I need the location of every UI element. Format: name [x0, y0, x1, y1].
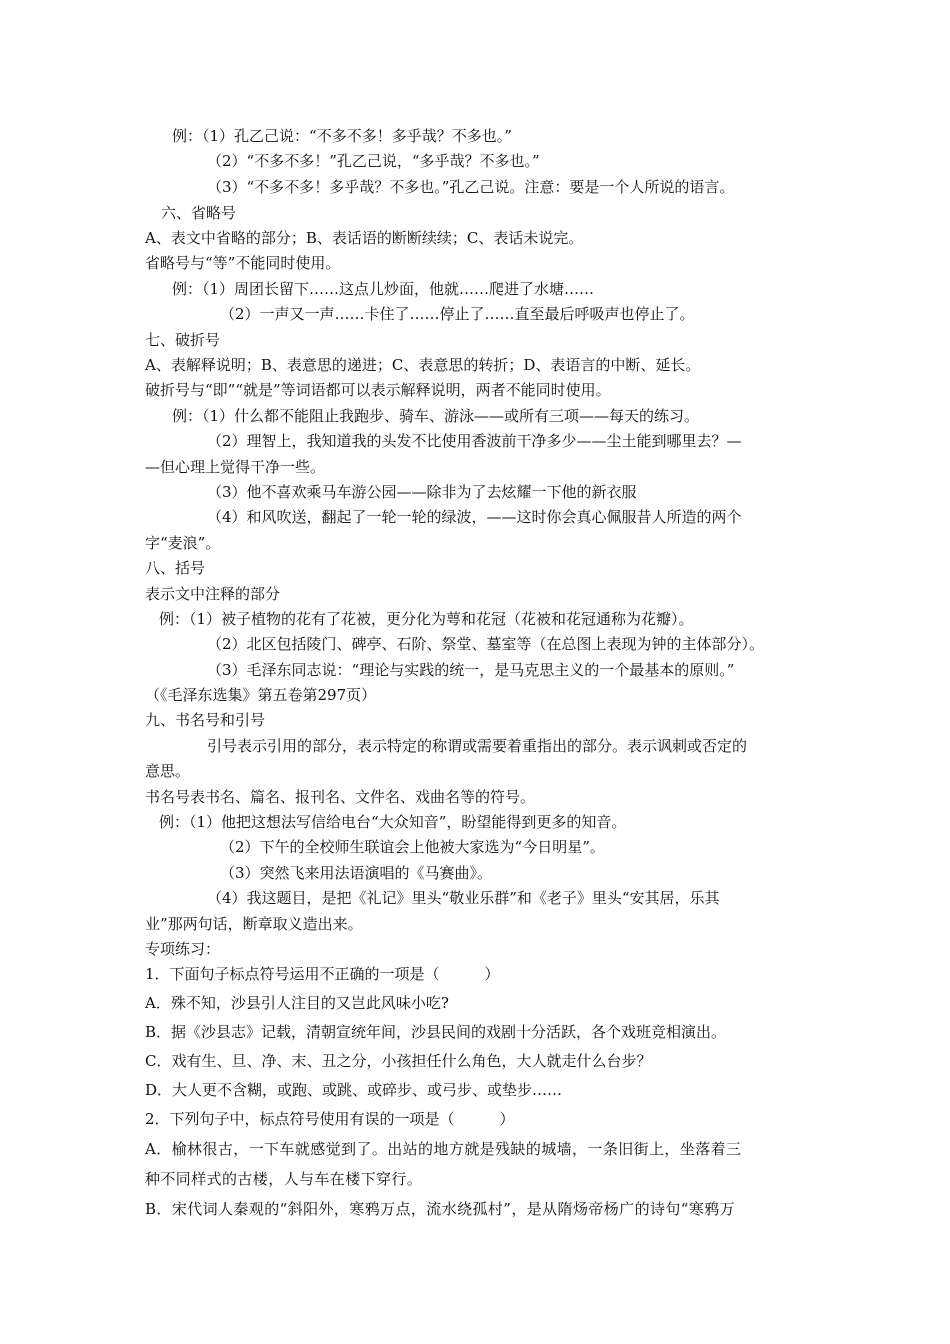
answer-option: A．殊不知，沙县引人注目的又岂此风味小吃? — [145, 994, 449, 1012]
answer-option: B．据《沙县志》记载，清朝宣统年间，沙县民间的戏剧十分活跃，各个戏班竞相演出。 — [145, 1023, 727, 1041]
text-line: 例：（1）周团长留下……这点儿炒面，他就……爬进了水塘…… — [172, 280, 595, 298]
answer-option: C．戏有生、旦、净、末、丑之分，小孩担任什么角色，大人就走什么台步？ — [145, 1052, 652, 1070]
answer-option: B．宋代词人秦观的“斜阳外，寒鸦万点，流水绕孤村”，是从隋炀帝杨广的诗句“寒鸦万 — [145, 1200, 736, 1218]
text-line: A、表解释说明；B、表意思的递进；C、表意思的转折；D、表语言的中断、延长。 — [145, 356, 701, 374]
text-line: （2）一声又一声……卡住了……停止了……直至最后呼吸声也停止了。 — [220, 305, 695, 323]
section-heading: 八、括号 — [145, 559, 206, 577]
text-line: （《毛泽东选集》第五卷第297页） — [145, 686, 377, 704]
question: 1．下面句子标点符号运用不正确的一项是（ ） — [145, 965, 500, 983]
section-heading: 九、书名号和引号 — [145, 711, 266, 729]
text-line: （2）理智上，我知道我的头发不比使用香波前干净多少——尘土能到哪里去？— — [207, 432, 742, 450]
text-line: 业”那两句话，断章取义造出来。 — [145, 915, 363, 933]
text-line: 例：（1）被子植物的花有了花被，更分化为萼和花冠（花被和花冠通称为花瓣）。 — [159, 610, 694, 628]
text-line: 例：（1）什么都不能阻止我跑步、骑车、游泳——或所有三项——每天的练习。 — [172, 407, 700, 425]
answer-option: D．大人更不含糊，或跑、或跳、或碎步、或弓步、或垫步…… — [145, 1081, 563, 1099]
text-line: （2）北区包括陵门、碑亭、石阶、祭堂、墓室等（在总图上表现为钟的主体部分）。 — [207, 635, 765, 653]
text-line: 意思。 — [145, 762, 191, 780]
text-line: 破折号与“即”“就是”等词语都可以表示解释说明，两者不能同时使用。 — [145, 381, 611, 399]
text-line: 书名号表书名、篇名、报刊名、文件名、戏曲名等的符号。 — [145, 788, 536, 806]
text-line: （2）下午的全校师生联谊会上他被大家选为“今日明星”。 — [220, 838, 605, 856]
text-line: （3）毛泽东同志说：“理论与实践的统一，是马克思主义的一个最基本的原则。” — [207, 661, 735, 679]
text-line: 省略号与“等”不能同时使用。 — [145, 254, 341, 272]
text-line: —但心理上觉得干净一些。 — [145, 458, 326, 476]
text-line: 表示文中注释的部分 — [145, 585, 281, 603]
text-line: （3）他不喜欢乘马车游公园——除非为了去炫耀一下他的新衣服 — [207, 483, 637, 501]
text-line: 例：（1）他把这想法写信给电台“大众知音”，盼望能得到更多的知音。 — [159, 813, 627, 831]
section-heading: 七、破折号 — [145, 331, 221, 349]
text-line: （2）“不多不多！”孔乙己说，“多乎哉？不多也。” — [207, 152, 540, 170]
text-line: 字“麦浪”。 — [145, 534, 221, 552]
text-line: （3）突然飞来用法语演唱的《马赛曲》。 — [220, 864, 493, 882]
text-line: 引号表示引用的部分，表示特定的称谓或需要着重指出的部分。表示讽刺或否定的 — [207, 737, 748, 755]
text-line: A、表文中省略的部分；B、表话语的断断续续；C、表话未说完。 — [145, 229, 584, 247]
answer-option: A．榆林很古，一下车就感觉到了。出站的地方就是残缺的城墙，一条旧街上，坐落着三 — [145, 1140, 742, 1158]
text-line: （4）我这题目，是把《礼记》里头“敬业乐群”和《老子》里头“安其居，乐其 — [207, 889, 720, 907]
section-heading: 专项练习： — [145, 940, 221, 958]
section-heading: 六、省略号 — [161, 204, 237, 222]
question: 2．下列句子中，标点符号使用有误的一项是（ ） — [145, 1110, 515, 1128]
text-line: （3）“不多不多！多乎哉？不多也。”孔乙己说。注意：要是一个人所说的语言。 — [207, 178, 735, 196]
text-line: （4）和风吹送，翻起了一轮一轮的绿波，——这时你会真心佩服昔人所造的两个 — [207, 508, 742, 526]
text-line: 例：（1）孔乙己说：“不多不多！多乎哉？不多也。” — [172, 127, 512, 145]
answer-option: 种不同样式的古楼，人与车在楼下穿行。 — [145, 1170, 423, 1188]
